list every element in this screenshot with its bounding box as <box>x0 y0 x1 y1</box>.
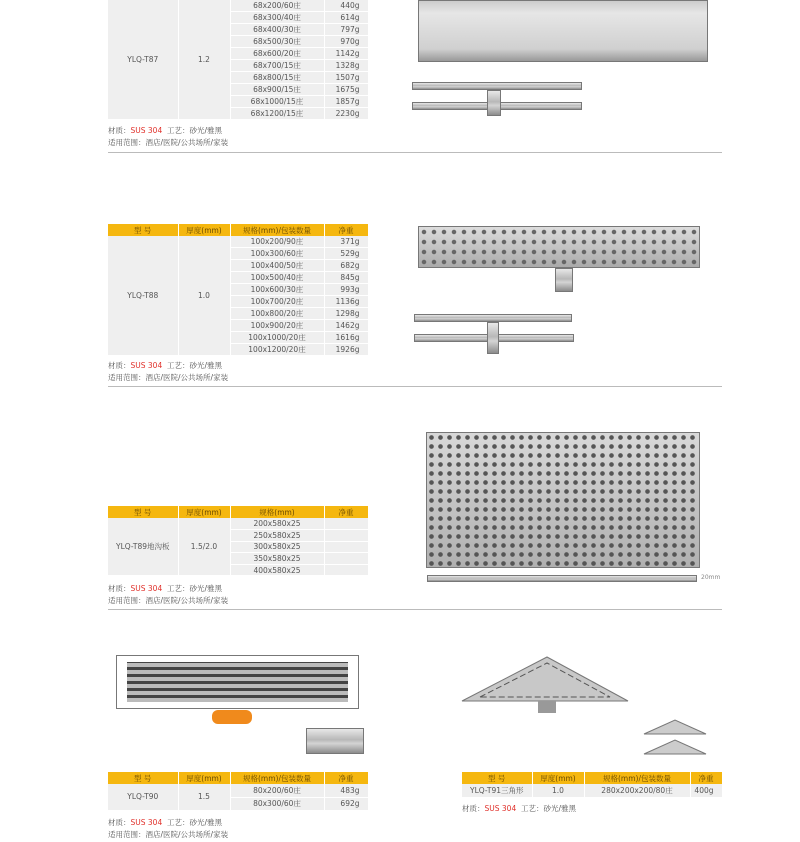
dimension-label: 20mm <box>701 574 721 581</box>
spec-cell: 300x580x25 <box>230 541 324 553</box>
t90-outlet-image <box>212 710 252 724</box>
header-weight: 净重 <box>324 224 368 236</box>
t90-small-view-image <box>306 728 364 754</box>
spec-cell: 80x300/60庄 <box>230 797 324 810</box>
weight-cell: 1142g <box>324 48 368 60</box>
weight-cell: 1328g <box>324 60 368 72</box>
header-weight: 净重 <box>324 772 368 784</box>
divider <box>108 609 722 610</box>
t88-outlet-image <box>555 268 573 292</box>
weight-cell: 1616g <box>324 332 368 344</box>
scope-note-t87: 适用范围：酒店/医院/公共场所/家装 <box>108 138 229 147</box>
material-note-t87: 材质：SUS 304 工艺：砂光/雅黑 <box>108 126 223 135</box>
scope-note-t90: 适用范围：酒店/医院/公共场所/家装 <box>108 830 229 839</box>
weight-cell: 2230g <box>324 108 368 120</box>
weight-cell: 483g <box>324 784 368 797</box>
material-note-t88: 材质：SUS 304 工艺：砂光/雅黑 <box>108 361 223 370</box>
header-spec: 规格(mm)/包装数量 <box>230 772 324 784</box>
weight-cell: 1298g <box>324 308 368 320</box>
header-model: 型 号 <box>108 506 178 518</box>
weight-cell: 614g <box>324 12 368 24</box>
spec-table-3 <box>108 772 369 811</box>
t87-drain-cover-image <box>418 0 708 62</box>
weight-cell: 1507g <box>324 72 368 84</box>
header-spec: 规格(mm)/包装数量 <box>230 224 324 236</box>
spec-cell: 100x1200/20庄 <box>230 344 324 356</box>
weight-cell: 529g <box>324 248 368 260</box>
thickness-cell: 1.5 <box>178 784 230 810</box>
spec-cell: 100x800/20庄 <box>230 308 324 320</box>
material-note-t91: 材质：SUS 304 工艺：砂光/雅黑 <box>462 804 577 813</box>
header-weight: 净重 <box>690 772 722 784</box>
material-note-t89: 材质：SUS 304 工艺：砂光/雅黑 <box>108 584 223 593</box>
header-model: 型 号 <box>108 224 178 236</box>
spec-cell: 100x300/60庄 <box>230 248 324 260</box>
header-model: 型 号 <box>108 772 178 784</box>
header-thickness: 厚度(mm) <box>532 772 584 784</box>
weight-cell: 993g <box>324 284 368 296</box>
spec-cell: 100x400/50庄 <box>230 260 324 272</box>
header-model: 型 号 <box>462 772 532 784</box>
spec-cell: 280x200x200/80庄 <box>584 784 690 797</box>
table-row <box>108 0 368 12</box>
spec-cell: 100x900/20庄 <box>230 320 324 332</box>
weight-cell <box>324 541 368 553</box>
spec-cell: 68x200/60庄 <box>230 0 324 12</box>
weight-cell <box>324 553 368 565</box>
spec-cell: 80x200/60庄 <box>230 784 324 797</box>
header-thickness: 厚度(mm) <box>178 506 230 518</box>
spec-cell: 100x700/20庄 <box>230 296 324 308</box>
weight-cell <box>324 530 368 542</box>
t89-side-view-image <box>427 575 697 582</box>
spec-cell: 100x600/30庄 <box>230 284 324 296</box>
header-spec: 规格(mm) <box>230 506 324 518</box>
spec-table-0 <box>108 0 369 120</box>
spec-cell: 68x1000/15庄 <box>230 96 324 108</box>
spec-cell: 68x700/15庄 <box>230 60 324 72</box>
weight-cell: 845g <box>324 272 368 284</box>
model-cell: YLQ-T88 <box>108 236 178 356</box>
thickness-cell: 1.5/2.0 <box>178 518 230 576</box>
header-thickness: 厚度(mm) <box>178 772 230 784</box>
t89-grating-plate-image <box>426 432 700 568</box>
spec-cell: 100x500/40庄 <box>230 272 324 284</box>
scope-note-t88: 适用范围：酒店/医院/公共场所/家装 <box>108 373 229 382</box>
weight-cell: 1462g <box>324 320 368 332</box>
spec-cell: 68x1200/15庄 <box>230 108 324 120</box>
t88-outlet-image <box>487 322 499 354</box>
weight-cell <box>324 564 368 576</box>
t88-drain-cover-image <box>418 226 700 268</box>
weight-cell: 682g <box>324 260 368 272</box>
spec-table-1 <box>108 224 369 356</box>
spec-table-2 <box>108 506 369 576</box>
weight-cell: 970g <box>324 36 368 48</box>
header-thickness: 厚度(mm) <box>178 224 230 236</box>
t87-side-view-image <box>412 82 582 90</box>
model-cell: YLQ-T91三角形 <box>462 784 532 797</box>
divider <box>108 386 722 387</box>
spec-cell: 200x580x25 <box>230 518 324 530</box>
model-cell: YLQ-T89地沟板 <box>108 518 178 576</box>
table-row <box>108 784 368 797</box>
weight-cell: 440g <box>324 0 368 12</box>
weight-cell: 1926g <box>324 344 368 356</box>
spec-cell: 250x580x25 <box>230 530 324 542</box>
t91-triangle-drain-image <box>460 655 630 715</box>
table-row <box>108 518 368 530</box>
scope-note-t89: 适用范围：酒店/医院/公共场所/家装 <box>108 596 229 605</box>
weight-cell: 371g <box>324 236 368 248</box>
weight-cell: 692g <box>324 797 368 810</box>
header-weight: 净重 <box>324 506 368 518</box>
t91-side-view-image <box>640 718 710 758</box>
spec-cell: 68x300/40庄 <box>230 12 324 24</box>
spec-cell: 100x200/90庄 <box>230 236 324 248</box>
header-spec: 规格(mm)/包装数量 <box>584 772 690 784</box>
spec-cell: 400x580x25 <box>230 564 324 576</box>
spec-cell: 68x400/30庄 <box>230 24 324 36</box>
weight-cell <box>324 518 368 530</box>
model-cell: YLQ-T87 <box>108 0 178 120</box>
spec-cell: 100x1000/20庄 <box>230 332 324 344</box>
material-note-t90: 材质：SUS 304 工艺：砂光/雅黑 <box>108 818 223 827</box>
t87-outlet-image <box>487 90 501 116</box>
t88-side-view-image <box>414 314 572 322</box>
spec-cell: 68x800/15庄 <box>230 72 324 84</box>
weight-cell: 797g <box>324 24 368 36</box>
spec-cell: 68x500/30庄 <box>230 36 324 48</box>
spec-cell: 350x580x25 <box>230 553 324 565</box>
divider <box>108 152 722 153</box>
weight-cell: 1857g <box>324 96 368 108</box>
model-cell: YLQ-T90 <box>108 784 178 810</box>
weight-cell: 1136g <box>324 296 368 308</box>
thickness-cell: 1.2 <box>178 0 230 120</box>
spec-cell: 68x900/15庄 <box>230 84 324 96</box>
weight-cell: 1675g <box>324 84 368 96</box>
thickness-cell: 1.0 <box>532 784 584 797</box>
weight-cell: 400g <box>690 784 722 797</box>
thickness-cell: 1.0 <box>178 236 230 356</box>
t90-drain-image <box>116 655 359 709</box>
table-row <box>108 236 368 248</box>
table-row <box>462 784 722 797</box>
spec-table-4 <box>462 772 723 798</box>
spec-cell: 68x600/20庄 <box>230 48 324 60</box>
